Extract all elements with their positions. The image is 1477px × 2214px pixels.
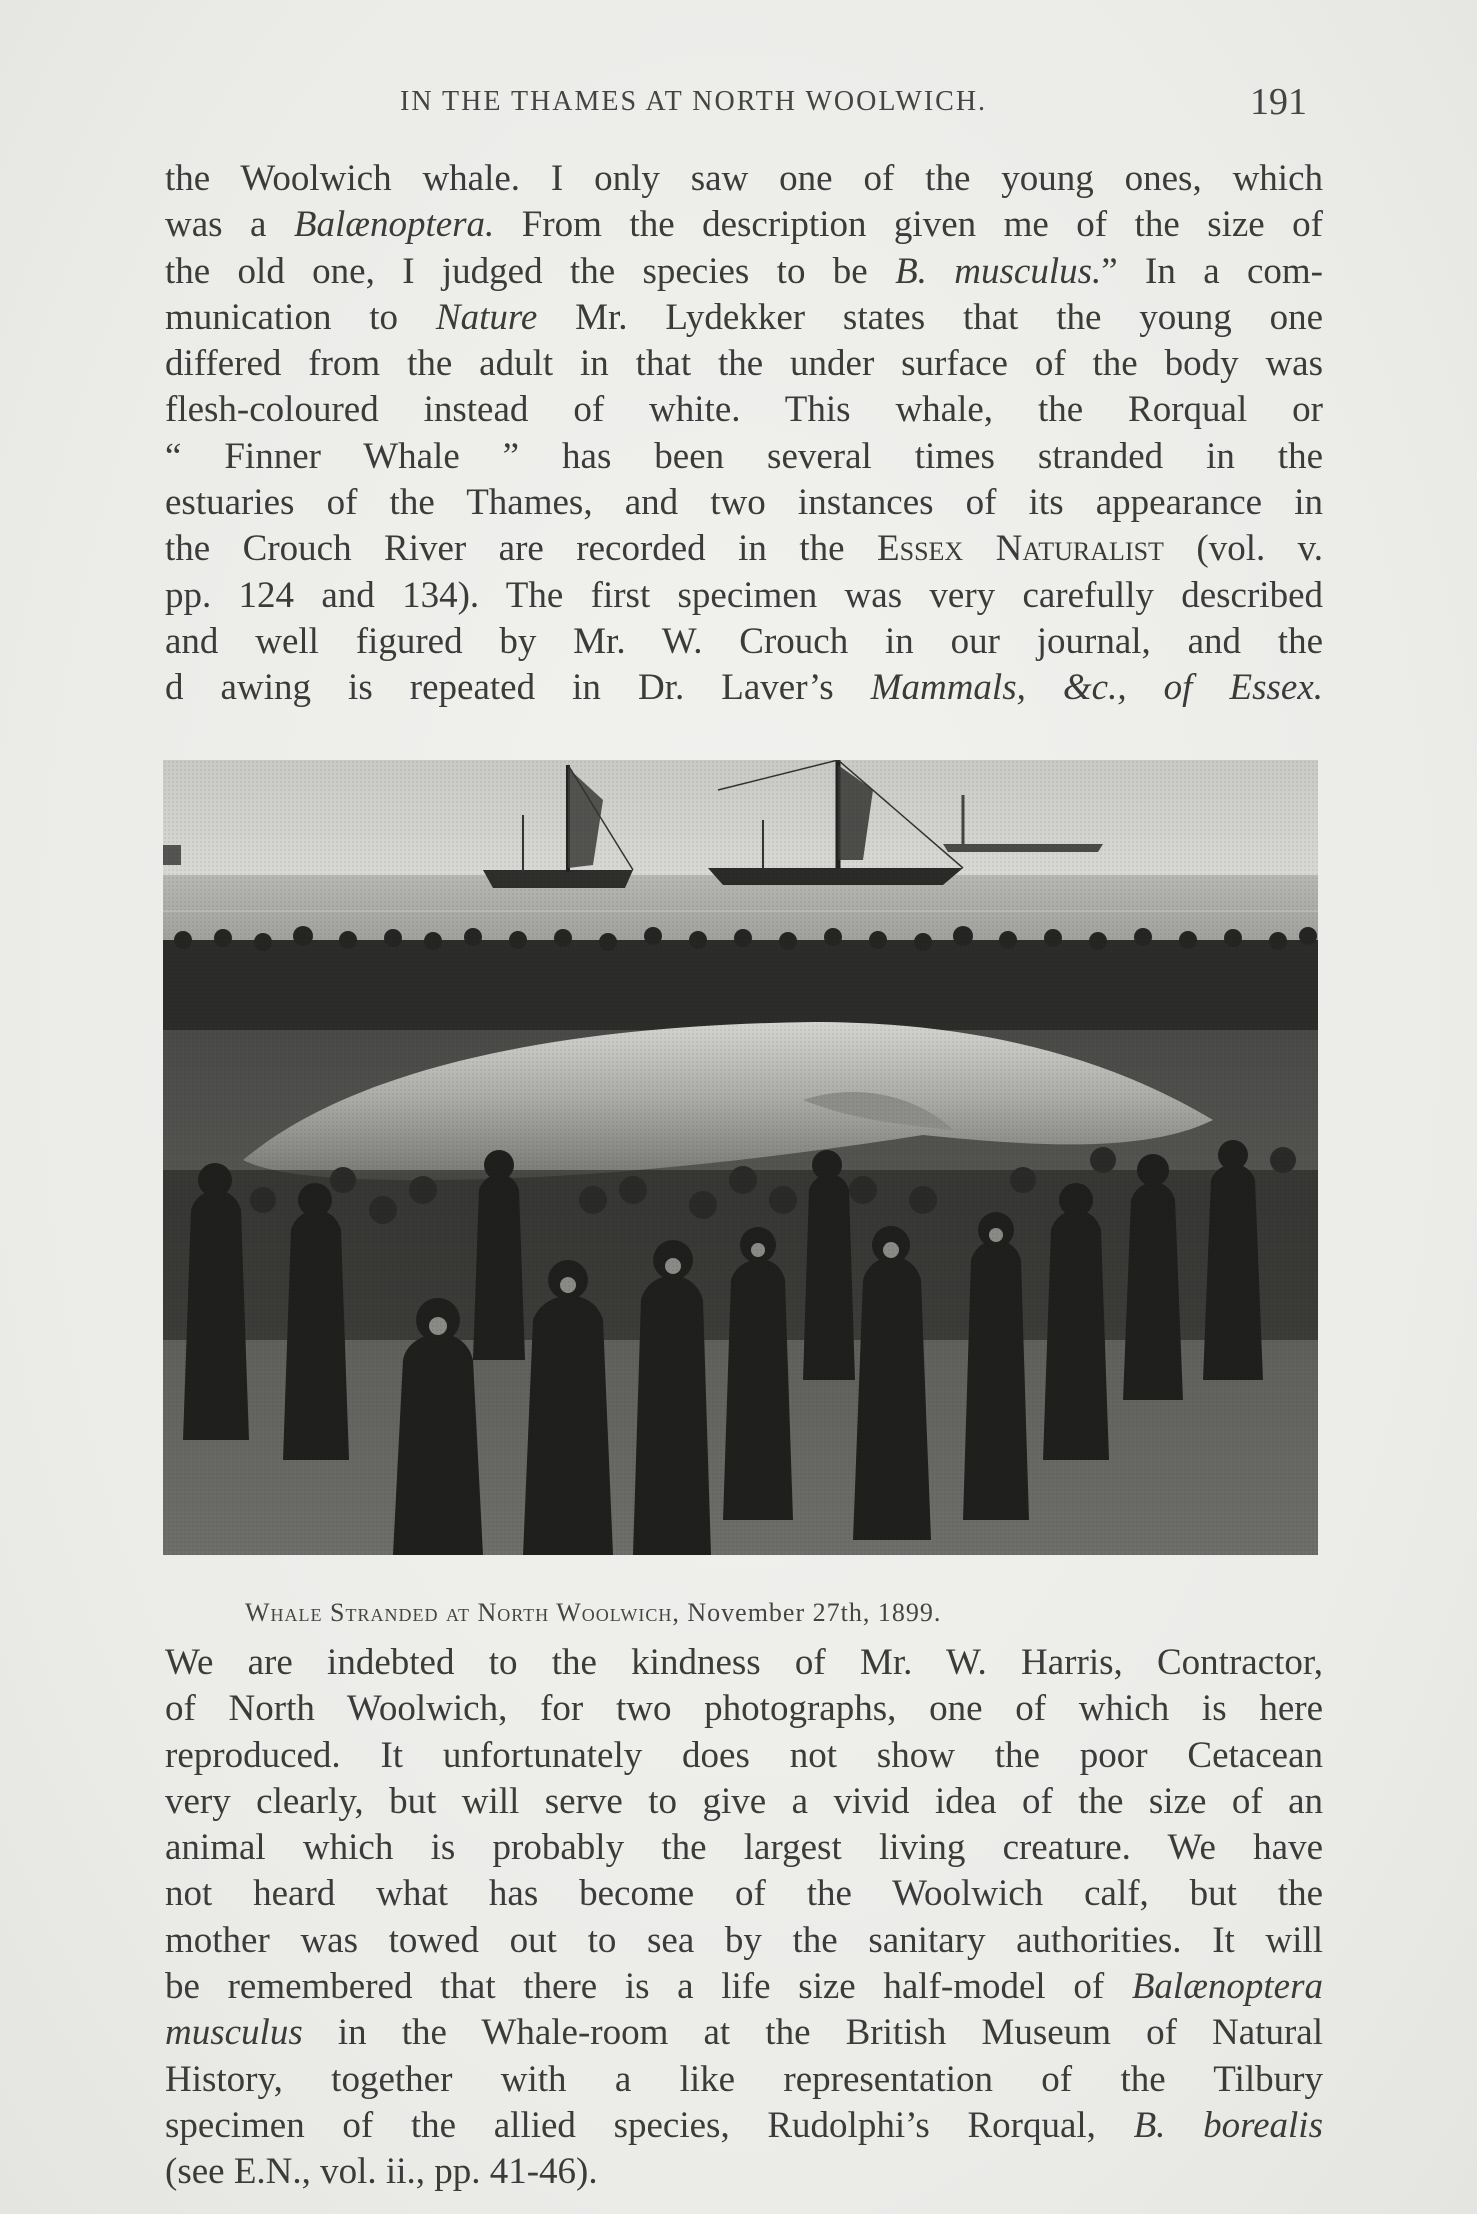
text-run: History, together with a like representation of the Tilbury	[165, 2058, 1323, 2100]
text-line	[165, 619, 1323, 665]
italic-term: Mammals, &c., of Essex.	[870, 667, 1323, 709]
text-line	[165, 1825, 1323, 1871]
text-run: the Crouch River are recorded in the	[165, 528, 878, 570]
text-run: (see E.N., vol. ii., pp. 41-46).	[165, 2151, 598, 2193]
italic-term: Balænoptera.	[293, 204, 495, 246]
italic-term: Nature	[435, 296, 538, 338]
text-run: and well figured by Mr. W. Crouch in our journal, and the	[165, 620, 1323, 662]
text-line	[165, 295, 1323, 341]
text-run: the old one, I judged the species to be	[165, 250, 896, 292]
text-line	[165, 1779, 1323, 1825]
text-run: mother was towed out to sea by the sanitary authorities. It will	[165, 1919, 1323, 1961]
text-run: (vol. v.	[1163, 528, 1324, 570]
text-run: Mr. Lydekker states that the young one	[537, 296, 1323, 338]
text-line	[165, 387, 1323, 433]
text-run: We are indebted to the kindness of Mr. W. Harris, Contractor,	[165, 1642, 1323, 1683]
italic-term: Balænoptera	[1131, 1966, 1323, 2008]
text-line	[165, 434, 1323, 480]
text-line	[165, 480, 1323, 526]
text-run: reproduced. It unfortunately does not show the poor Cetacean	[165, 1734, 1323, 1776]
text-run: very clearly, but will serve to give a vivid idea of the size of an	[165, 1780, 1323, 1822]
caption-title: Whale Stranded at North Woolwich,	[245, 1598, 680, 1627]
italic-term: musculus	[165, 2012, 303, 2054]
text-run: in the Whale-room at the British Museum of Natural	[302, 2012, 1323, 2054]
italic-term: B. musculus.	[895, 250, 1102, 292]
text-run: animal which is probably the largest living creature. We have	[165, 1827, 1323, 1869]
text-line	[165, 1871, 1323, 1917]
text-line	[165, 156, 1323, 202]
text-line	[165, 526, 1323, 572]
text-run: flesh-coloured instead of white. This whale, the Rorqual or	[165, 389, 1323, 431]
small-caps-title: Essex Naturalist	[877, 528, 1164, 570]
text-line	[165, 2103, 1323, 2149]
italic-term: B. borealis	[1133, 2104, 1323, 2146]
running-head: IN THE THAMES AT NORTH WOOLWICH.	[400, 86, 988, 117]
text-run: munication to	[165, 296, 436, 338]
text-line	[165, 1686, 1323, 1732]
text-run: be remembered that there is a life size half-model of	[165, 1966, 1132, 2008]
text-run: of North Woolwich, for two photographs, one of which is here	[165, 1688, 1323, 1730]
text-line	[165, 665, 1323, 711]
text-line	[165, 1733, 1323, 1779]
text-line	[165, 2057, 1323, 2103]
text-run: pp. 124 and 134). The first specimen was very carefully described	[165, 574, 1323, 616]
text-run: not heard what has become of the Woolwich calf, but the	[165, 1873, 1323, 1915]
paragraph-lower	[165, 1640, 1323, 2196]
text-line	[165, 573, 1323, 619]
photo-caption	[245, 1598, 1245, 1628]
whale-photograph	[163, 760, 1318, 1555]
text-line	[165, 1640, 1323, 1686]
page-number: 191	[1250, 81, 1307, 123]
text-run: was a	[165, 204, 294, 246]
text-run: “ Finner Whale ” has been several times stranded in the	[165, 435, 1323, 477]
text-run: estuaries of the Thames, and two instances of its appearance in	[165, 482, 1323, 524]
caption-date: November 27th, 1899.	[679, 1598, 942, 1627]
text-line	[165, 1918, 1323, 1964]
text-line	[165, 341, 1323, 387]
paragraph-upper	[165, 156, 1323, 712]
photo-image	[163, 760, 1318, 1555]
text-run: differed from the adult in that the under surface of the body was	[165, 343, 1323, 385]
text-run: specimen of the allied species, Rudolphi’s Rorqual,	[165, 2104, 1134, 2146]
text-run: the Woolwich whale. I only saw one of the young ones, which	[165, 158, 1323, 199]
text-line	[165, 2149, 1323, 2195]
text-line	[165, 202, 1323, 248]
text-line	[165, 2010, 1323, 2056]
text-run: d awing is repeated in Dr. Laver’s	[165, 667, 871, 709]
text-run: From the description given me of the size of	[494, 204, 1323, 246]
text-run: ” In a com-	[1101, 250, 1323, 292]
text-line	[165, 249, 1323, 295]
text-line	[165, 1964, 1323, 2010]
